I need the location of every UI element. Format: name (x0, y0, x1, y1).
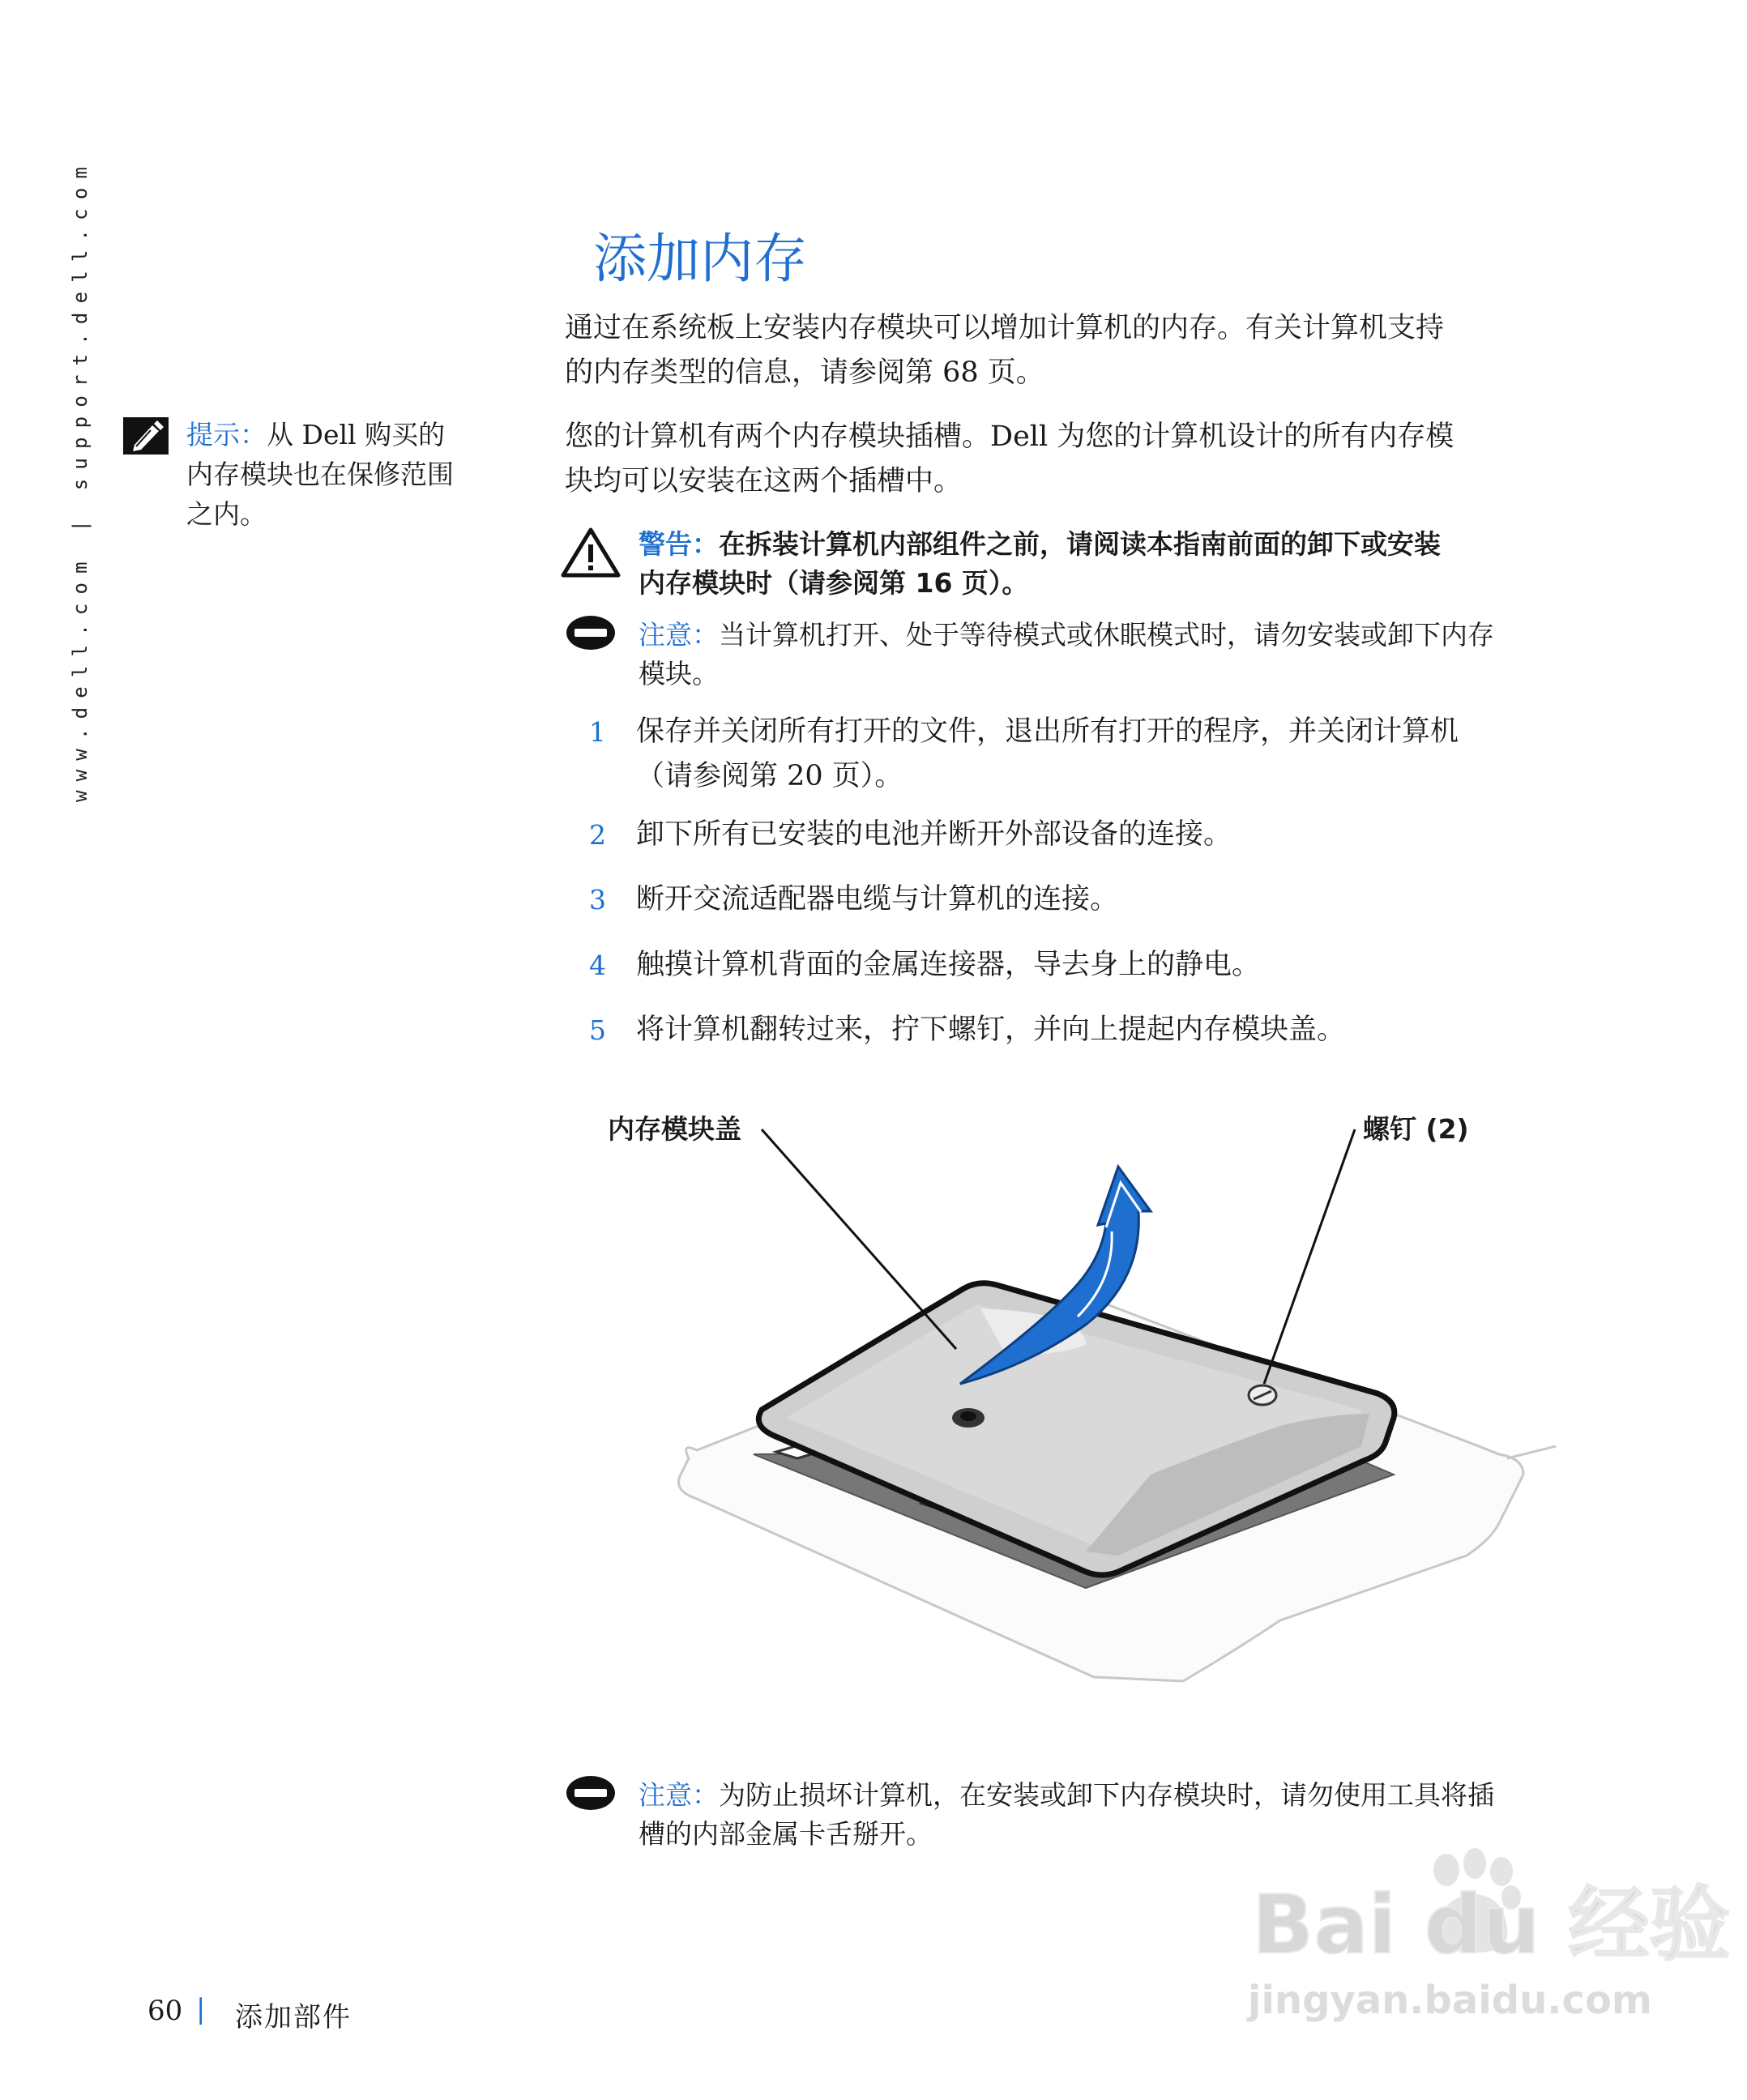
step-item (636, 710, 1596, 799)
note-pencil-icon (123, 417, 169, 455)
tip-label: 提示： (186, 419, 267, 450)
step-item: 断开交流适配器电缆与计算机的连接。 (636, 883, 1119, 916)
callout-screws: 螺钉 (2) (1363, 1113, 1469, 1145)
notice-block-1 (639, 616, 1595, 694)
intro-paragraph (565, 306, 1594, 395)
step-item: 卸下所有已安装的电池并断开外部设备的连接。 (636, 818, 1232, 851)
notice-2-line-2: 槽的内部金属卡舌掰开。 (639, 1818, 933, 1850)
step-item: 将计算机翻转过来，拧下螺钉，并向上提起内存模块盖。 (636, 1014, 1346, 1046)
step-number: 3 (589, 884, 606, 916)
footer-section: 添加部件 (235, 2001, 352, 2034)
notice-1-line-2: 模块。 (639, 658, 719, 689)
footer-separator: | (196, 1993, 206, 2025)
watermark-url: jingyan.baidu.com (1248, 1978, 1652, 2023)
baidu-jingyan-watermark (1244, 1839, 1731, 2034)
tip-line-2: 内存模块也在保修范围 (186, 459, 454, 490)
page-number: 60 (147, 1995, 183, 2027)
step-item: 触摸计算机背面的金属连接器，导去身上的静电。 (636, 949, 1261, 981)
step-1-line-2: （请参阅第 20 页）。 (636, 760, 903, 792)
warning-label: 警告： (639, 528, 719, 560)
tip-note (186, 415, 510, 534)
notice-icon (565, 614, 617, 651)
notice-1-label: 注意： (639, 619, 719, 651)
warning-line-1: 在拆装计算机内部组件之前，请阅读本指南前面的卸下或安装 (719, 528, 1441, 560)
warning-line-2: 内存模块时（请参阅第 16 页）。 (639, 567, 1029, 599)
tip-line-3: 之内。 (186, 498, 267, 530)
callout-memory-cover: 内存模块盖 (608, 1113, 741, 1145)
memory-cover-illustration (664, 1134, 1572, 1701)
step-number: 5 (589, 1014, 606, 1046)
notice-2-line-1: 为防止损坏计算机，在安装或卸下内存模块时，请勿使用工具将插 (719, 1779, 1494, 1811)
sidebar-url: www.dell.com | support.dell.com (69, 157, 92, 802)
intro-line-1: 通过在系统板上安装内存模块可以增加计算机的内存。有关计算机支持 (565, 312, 1445, 344)
page-title: 添加内存 (593, 228, 807, 290)
slots-line-2: 块均可以安装在这两个插槽中。 (565, 465, 963, 497)
notice-2-label: 注意： (639, 1779, 719, 1811)
intro-line-2: 的内存类型的信息，请参阅第 68 页。 (565, 356, 1044, 389)
tip-line-1: 从 Dell 购买的 (267, 419, 446, 450)
step-number: 1 (589, 716, 606, 748)
slots-line-1: 您的计算机有两个内存模块插槽。Dell 为您的计算机设计的所有内存模 (565, 420, 1454, 453)
warning-block (639, 525, 1595, 603)
watermark-brand: Bai du 经验 (1252, 1877, 1731, 1972)
step-number: 4 (589, 950, 606, 981)
notice-icon (565, 1774, 617, 1812)
warning-triangle-icon (561, 527, 621, 578)
step-1-line-1: 保存并关闭所有打开的文件，退出所有打开的程序，并关闭计算机 (636, 715, 1459, 748)
step-number: 2 (589, 819, 606, 851)
notice-1-line-1: 当计算机打开、处于等待模式或休眠模式时，请勿安装或卸下内存 (719, 619, 1494, 651)
slots-paragraph (565, 415, 1594, 504)
